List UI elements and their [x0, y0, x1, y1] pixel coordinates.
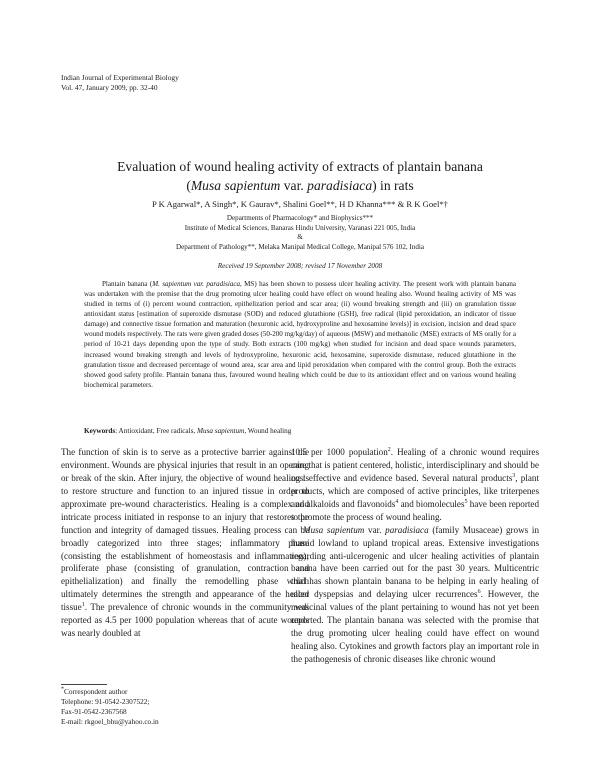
text-segment: 10.5 per 1000 population [291, 447, 388, 457]
affiliation-inst1: Institute of Medical Sciences, Banaras Hindu University, Varanasi 221 005, India [184, 223, 416, 232]
intro-text-2: . The prevalence of chronic wounds in the community was reported as 4.5 per 1000 population whereas that of acute wounds was nearly doubled at [61, 602, 309, 639]
footnote-rule [61, 684, 107, 685]
journal-header [61, 73, 179, 93]
paragraph-intro [61, 446, 309, 640]
title-species: Musa sapientum [190, 178, 281, 193]
citation-5[interactable]: 5 [464, 498, 468, 505]
variety-name: paradisiaca [385, 524, 429, 535]
text-segment: var. [364, 524, 386, 535]
affiliation-dept1: Departments of Pharmacology* and Biophysics*** [226, 214, 374, 222]
footnote-fax: Fax-91-0542-2367568 [61, 707, 127, 716]
footnote-marker: * [61, 686, 64, 693]
title-variety: paradisiaca [307, 178, 373, 193]
keywords-text1: : Antioxidant, Free radicals, [115, 427, 197, 435]
text-segment: , plant products, which are composed of active principles, like triterpenes and alkaloids and flavonoids [291, 472, 539, 509]
title-line1: Evaluation of wound healing activity of extracts of plantain banana [117, 159, 483, 174]
keywords-text2: , Wound healing [244, 427, 292, 435]
author-list: P K Agarwal*, A Singh*, K Gaurav*, Shalini Goel**, H D Khanna*** & R K Goel*† [152, 199, 448, 209]
received-dates: Received 19 September 2008; revised 17 November 2008 [217, 262, 383, 270]
intro-text: The function of skin is to serve as a protective barrier against the environment. Wounds are physical injuries that result in an opening or break of the skin. After injury, the objective of wound healing is to restore structure and function to an injured tissue in order to approximate pre-wound characteristics. Healing is a complex and intricate process initiated in response to an injury that restores the function and integrity of damaged tissues. Healing process can be broadly categorized into three stages; inflammatory phase (consisting the establishment of homeostasis and inflammation); proliferate phase (consisting of granulation, contraction and epithelialization) and finally the remodelling phase which ultimately determines the strength and appearance of the healed tissue [61, 447, 309, 613]
abstract [84, 279, 516, 390]
footnote [61, 687, 159, 727]
title-var: var. [280, 178, 308, 193]
citation-3[interactable]: 3 [512, 472, 516, 479]
text-segment: have been reported to promote the process of wound healing. [291, 498, 539, 522]
citation-1[interactable]: 1 [81, 602, 85, 609]
paragraph-continuation [291, 446, 539, 524]
title-close: ) in rats [372, 178, 414, 193]
affiliation-amp: & [297, 233, 303, 242]
footnote-telephone: Telephone: 91-0542-2307522; [61, 697, 150, 706]
species-name: Musa sapientum [303, 524, 365, 535]
citation-6[interactable]: 6 [477, 589, 481, 596]
affiliation-dept2: Department of Pathology**, Melaka Manipal Medical College, Manipal 576 102, India [175, 243, 425, 252]
citation-4[interactable]: 4 [395, 498, 399, 505]
text-segment: . Healing of a chronic wound requires care that is patient centered, holistic, interdisciplinary and should be cost effective and evidence based. Several natural products [291, 447, 539, 483]
footnote-email[interactable]: E-mail: rkgoel_bhu@yahoo.co.in [61, 717, 159, 726]
title-paren-open: ( [186, 178, 191, 193]
text-segment: . However, the medicinal values of the plant pertaining to wound has not yet been reported. The plantain banana was selected with the promise that the drug promoting ulcer healing could have effect on wound healing also. Cytokines and growth factors play an important role in the pathogenesis of chronic diseases like chronic wound [291, 589, 539, 664]
keywords-label: Keywords [84, 427, 116, 435]
text-segment: (family Musaceae) grows in humid lowland to upland tropical areas. Extensive investigations regarding anti-ulcerogenic and ulcer healing activities of plantain banana have been carried out for the past 30 years. Multicentric trial has shown plantain banana to be helping in early healing of ulcer dyspepsias and delaying ulcer recurrences [291, 524, 539, 600]
journal-issue: Vol. 47, January 2009, pp. 32-40 [61, 83, 158, 92]
footnote-label: Correspondent author [64, 687, 128, 696]
abstract-species: M. sapientum var. paradisiaca [152, 280, 241, 288]
journal-name: Indian Journal of Experimental Biology [61, 73, 179, 82]
title-line2 [70, 176, 530, 195]
citation-2[interactable]: 2 [387, 446, 391, 453]
body-column-left [61, 446, 309, 640]
affiliations [70, 214, 530, 253]
keywords-italic: Musa sapientum [197, 427, 245, 435]
abstract-body: , MS) has been shown to possess ulcer healing activity. The present work with plantain banana was undertaken with the premise that the drug promoting ulcer healing could have effect on wound healing also. Wound healing activity of MS was studied in terms of (i) percent wound contraction, epithelization period and scar area; (ii) wound breaking strength and (iii) on granulation tissue antioxidant status [estimation of superoxide dismutase (SOD) and reduced glutathione (GSH), free radical (lipid peroxidation, an indicator of tissue damage) and connective tissue formation and maturation (hexuronic acid, hydroxyproline and hexosamine levels)] in excision, incision and dead space wound models respectively. The rats were given graded doses (50-200 mg/kg/day) of aqueous (MSW) and methanolic (MSE) extracts of MS orally for a period of 10-21 days depending upon the type of study. Both extracts (100 mg/kg) when studied for incision and dead space wounds parameters, increased wound breaking strength and levels of hydroxyproline, hexuronic acid, hexosamine, superoxide dismutase, reduced glutathione in the granulation tissue and decreased percentage of wound area, scar area and lipid peroxidation when compared with the control group. Both the extracts showed good safety profile. Plantain banana thus, favoured wound healing which could be due to its antioxidant effect and on various wound healing biochemical parameters. [84, 280, 517, 389]
correspondent-author [61, 687, 159, 697]
abstract-lead: Plantain banana ( [102, 280, 153, 288]
text-segment: and biomolecules [398, 498, 465, 509]
paragraph-musa [291, 524, 539, 666]
keywords [84, 427, 516, 435]
article-title [70, 157, 530, 195]
body-column-right [291, 446, 539, 666]
